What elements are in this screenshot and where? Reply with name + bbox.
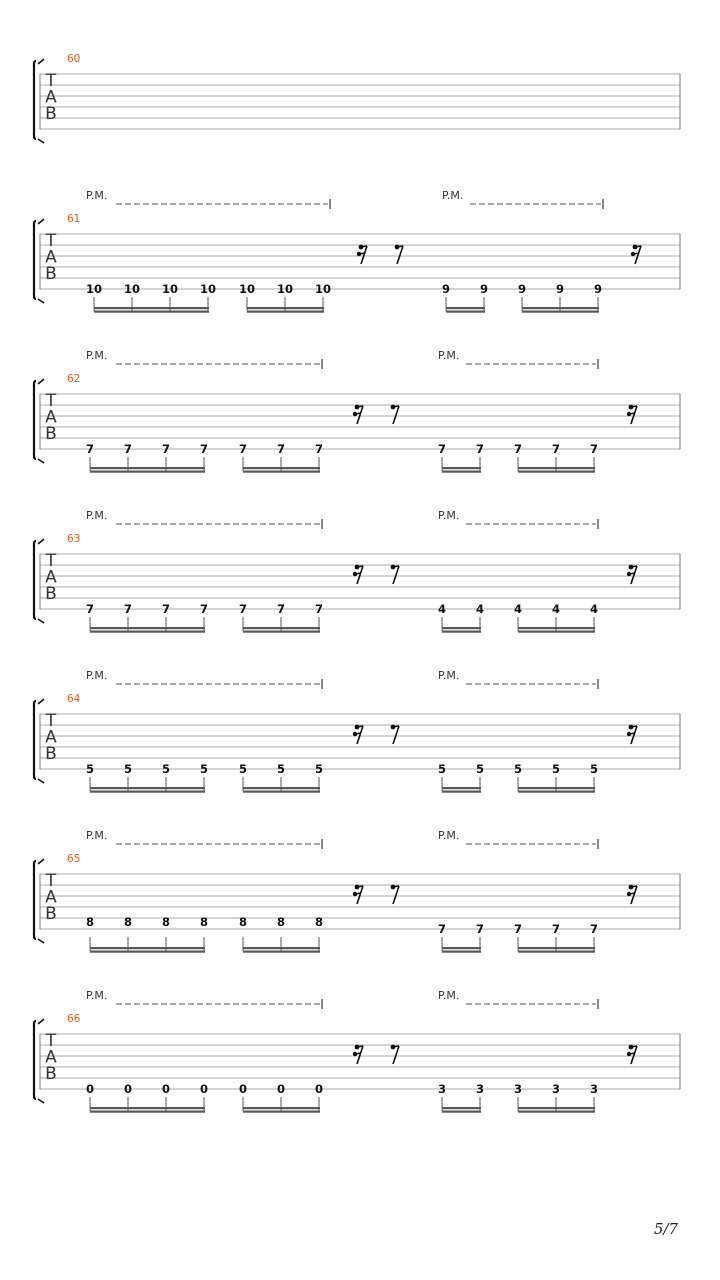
- beam-primary: [94, 307, 209, 309]
- fret-number: 7: [85, 602, 95, 616]
- system-bracket: [34, 1021, 36, 1099]
- fret-number: 4: [513, 602, 523, 616]
- beam-primary: [518, 1107, 595, 1109]
- palm-mute-label: P.M.: [442, 189, 464, 202]
- beam-secondary: [518, 631, 595, 633]
- beam-secondary: [243, 791, 320, 793]
- rest-flag: [631, 886, 637, 887]
- bracket-tip-bottom: [38, 1099, 44, 1103]
- fret-number: 7: [123, 602, 133, 616]
- tab-clef-letter: A: [45, 407, 57, 428]
- beam-secondary: [522, 311, 599, 313]
- beam-secondary: [442, 1111, 481, 1113]
- fret-number: 10: [238, 282, 256, 296]
- beam-primary: [247, 307, 324, 309]
- beam-primary: [90, 1107, 205, 1109]
- beam-secondary: [94, 311, 209, 313]
- measure-number: 63: [67, 533, 81, 545]
- tab-clef-letter: A: [45, 247, 57, 268]
- system-bracket: [34, 61, 36, 139]
- rest-flag: [355, 573, 361, 574]
- fret-number: 7: [123, 442, 133, 456]
- tab-clef-letter: A: [45, 727, 57, 748]
- fret-number: 7: [314, 442, 324, 456]
- rest-flag: [357, 886, 363, 887]
- palm-mute-label: P.M.: [438, 669, 460, 682]
- fret-number: 4: [437, 602, 447, 616]
- measure-number: 66: [67, 1013, 81, 1025]
- fret-number: 4: [551, 602, 561, 616]
- fret-number: 7: [551, 442, 561, 456]
- fret-number: 5: [161, 762, 171, 776]
- rest-flag: [631, 406, 637, 407]
- tab-system-64: [34, 669, 680, 793]
- fret-number: 7: [85, 442, 95, 456]
- rest-flag: [629, 413, 635, 414]
- rest-flag: [393, 726, 399, 727]
- fret-number: 10: [199, 282, 217, 296]
- fret-number: 7: [238, 602, 248, 616]
- tab-clef-letter: B: [45, 584, 57, 604]
- rest-flag: [357, 406, 363, 407]
- bracket-tip-top: [38, 859, 44, 864]
- tab-system-60: [34, 53, 680, 143]
- fret-number: 8: [276, 915, 286, 929]
- eighth-rest: [391, 885, 399, 904]
- sixteenth-rest: [357, 245, 367, 264]
- beam-primary: [518, 947, 595, 949]
- bracket-tip-top: [38, 59, 44, 64]
- rest-flag: [631, 566, 637, 567]
- beam-secondary: [90, 951, 205, 953]
- beam-primary: [442, 467, 481, 469]
- bracket-tip-top: [38, 699, 44, 704]
- fret-number: 4: [589, 602, 599, 616]
- bracket-tip-bottom: [38, 939, 44, 943]
- measure-number: 65: [67, 853, 81, 865]
- rest-flag: [393, 886, 399, 887]
- fret-number: 7: [199, 442, 209, 456]
- fret-number: 9: [555, 282, 565, 296]
- beam-secondary: [243, 471, 320, 473]
- sixteenth-rest: [353, 885, 363, 904]
- fret-number: 9: [593, 282, 603, 296]
- rest-flag: [397, 246, 403, 247]
- fret-number: 7: [161, 602, 171, 616]
- system-bracket: [34, 861, 36, 939]
- fret-number: 9: [517, 282, 527, 296]
- fret-number: 7: [437, 442, 447, 456]
- fret-number: 3: [551, 1082, 561, 1096]
- tab-clef-letter: T: [45, 711, 57, 731]
- fret-number: 5: [314, 762, 324, 776]
- fret-number: 7: [589, 922, 599, 936]
- fret-number: 8: [238, 915, 248, 929]
- rest-flag: [357, 566, 363, 567]
- fret-number: 0: [161, 1082, 171, 1096]
- palm-mute-label: P.M.: [86, 989, 108, 1002]
- beam-secondary: [518, 951, 595, 953]
- rest-flag: [355, 413, 361, 414]
- fret-number: 7: [276, 442, 286, 456]
- fret-number: 8: [123, 915, 133, 929]
- fret-number: 10: [123, 282, 141, 296]
- fret-number: 3: [513, 1082, 523, 1096]
- palm-mute-label: P.M.: [438, 829, 460, 842]
- tab-clef-letter: T: [45, 1031, 57, 1051]
- beam-secondary: [90, 631, 205, 633]
- beam-primary: [518, 467, 595, 469]
- fret-number: 7: [475, 922, 485, 936]
- fret-number: 5: [238, 762, 248, 776]
- tab-clef-letter: B: [45, 424, 57, 444]
- beam-primary: [442, 787, 481, 789]
- bracket-tip-bottom: [38, 299, 44, 303]
- beam-secondary: [446, 311, 485, 313]
- sixteenth-rest: [627, 725, 637, 744]
- beam-secondary: [90, 791, 205, 793]
- fret-number: 3: [475, 1082, 485, 1096]
- beam-secondary: [243, 631, 320, 633]
- beam-primary: [243, 627, 320, 629]
- system-bracket: [34, 221, 36, 299]
- beam-primary: [442, 1107, 481, 1109]
- bracket-tip-bottom: [38, 139, 44, 143]
- fret-number: 9: [479, 282, 489, 296]
- measure-number: 64: [67, 693, 81, 705]
- bracket-tip-top: [38, 219, 44, 224]
- beam-primary: [518, 627, 595, 629]
- fret-number: 7: [475, 442, 485, 456]
- sixteenth-rest: [627, 405, 637, 424]
- tab-clef-letter: A: [45, 1047, 57, 1068]
- fret-number: 0: [199, 1082, 209, 1096]
- sixteenth-rest: [353, 1045, 363, 1064]
- fret-number: 0: [276, 1082, 286, 1096]
- bracket-tip-top: [38, 379, 44, 384]
- measure-number: 60: [67, 53, 81, 65]
- fret-number: 10: [276, 282, 294, 296]
- beam-primary: [442, 947, 481, 949]
- beam-primary: [442, 627, 481, 629]
- tab-clef-letter: T: [45, 871, 57, 891]
- bracket-tip-bottom: [38, 459, 44, 463]
- fret-number: 0: [85, 1082, 95, 1096]
- fret-number: 9: [441, 282, 451, 296]
- tab-clef-letter: B: [45, 264, 57, 284]
- beam-secondary: [518, 791, 595, 793]
- fret-number: 7: [276, 602, 286, 616]
- sixteenth-rest: [353, 405, 363, 424]
- beam-primary: [243, 1107, 320, 1109]
- fret-number: 5: [123, 762, 133, 776]
- rest-flag: [629, 1053, 635, 1054]
- fret-number: 0: [238, 1082, 248, 1096]
- tab-clef-letter: B: [45, 904, 57, 924]
- page-number: 5/7: [653, 1220, 678, 1238]
- fret-number: 5: [199, 762, 209, 776]
- fret-number: 5: [589, 762, 599, 776]
- beam-primary: [518, 787, 595, 789]
- system-bracket: [34, 541, 36, 619]
- fret-number: 5: [437, 762, 447, 776]
- beam-primary: [243, 787, 320, 789]
- tab-clef-letter: A: [45, 567, 57, 588]
- rest-flag: [631, 726, 637, 727]
- tab-clef-letter: B: [45, 104, 57, 124]
- eighth-rest: [391, 565, 399, 584]
- system-bracket: [34, 701, 36, 779]
- sixteenth-rest: [353, 565, 363, 584]
- beam-secondary: [442, 791, 481, 793]
- beam-primary: [243, 467, 320, 469]
- beam-primary: [90, 947, 205, 949]
- fret-number: 5: [513, 762, 523, 776]
- fret-number: 10: [161, 282, 179, 296]
- fret-number: 0: [314, 1082, 324, 1096]
- rest-flag: [357, 726, 363, 727]
- rest-flag: [633, 253, 639, 254]
- palm-mute-label: P.M.: [86, 829, 108, 842]
- fret-number: 3: [437, 1082, 447, 1096]
- eighth-rest: [391, 1045, 399, 1064]
- tab-clef-letter: T: [45, 391, 57, 411]
- beam-secondary: [518, 471, 595, 473]
- tab-clef-letter: A: [45, 887, 57, 908]
- rest-flag: [355, 893, 361, 894]
- rest-flag: [629, 573, 635, 574]
- rest-flag: [361, 246, 367, 247]
- rest-flag: [359, 253, 365, 254]
- fret-number: 7: [513, 922, 523, 936]
- fret-number: 5: [551, 762, 561, 776]
- beam-primary: [90, 627, 205, 629]
- beam-primary: [90, 787, 205, 789]
- eighth-rest: [391, 405, 399, 424]
- fret-number: 10: [314, 282, 332, 296]
- rest-flag: [355, 1053, 361, 1054]
- sixteenth-rest: [631, 245, 641, 264]
- fret-number: 4: [475, 602, 485, 616]
- tab-clef-letter: T: [45, 551, 57, 571]
- palm-mute-label: P.M.: [438, 509, 460, 522]
- fret-number: 7: [199, 602, 209, 616]
- palm-mute-label: P.M.: [86, 349, 108, 362]
- fret-number: 5: [276, 762, 286, 776]
- beam-secondary: [90, 471, 205, 473]
- sixteenth-rest: [627, 885, 637, 904]
- beam-primary: [90, 467, 205, 469]
- fret-number: 8: [161, 915, 171, 929]
- rest-flag: [393, 406, 399, 407]
- rest-flag: [631, 1046, 637, 1047]
- bracket-tip-bottom: [38, 619, 44, 623]
- rest-flag: [357, 1046, 363, 1047]
- tab-system-65: [34, 829, 680, 953]
- fret-number: 0: [123, 1082, 133, 1096]
- beam-secondary: [518, 1111, 595, 1113]
- eighth-rest: [391, 725, 399, 744]
- tab-clef-letter: A: [45, 87, 57, 108]
- bracket-tip-bottom: [38, 779, 44, 783]
- beam-primary: [522, 307, 599, 309]
- beam-primary: [243, 947, 320, 949]
- palm-mute-label: P.M.: [86, 669, 108, 682]
- beam-secondary: [442, 951, 481, 953]
- palm-mute-label: P.M.: [438, 989, 460, 1002]
- tab-clef-letter: B: [45, 1064, 57, 1084]
- sixteenth-rest: [353, 725, 363, 744]
- tab-system-61: [34, 189, 680, 313]
- rest-flag: [629, 893, 635, 894]
- fret-number: 8: [314, 915, 324, 929]
- eighth-rest: [395, 245, 403, 264]
- tab-system-62: [34, 349, 680, 473]
- sixteenth-rest: [627, 1045, 637, 1064]
- beam-secondary: [90, 1111, 205, 1113]
- measure-number: 61: [67, 213, 81, 225]
- rest-flag: [629, 733, 635, 734]
- fret-number: 7: [551, 922, 561, 936]
- measure-number: 62: [67, 373, 81, 385]
- beam-secondary: [247, 311, 324, 313]
- palm-mute-label: P.M.: [438, 349, 460, 362]
- beam-secondary: [243, 1111, 320, 1113]
- fret-number: 5: [85, 762, 95, 776]
- fret-number: 7: [314, 602, 324, 616]
- beam-primary: [446, 307, 485, 309]
- tab-clef-letter: T: [45, 71, 57, 91]
- rest-flag: [635, 246, 641, 247]
- rest-flag: [355, 733, 361, 734]
- fret-number: 7: [437, 922, 447, 936]
- fret-number: 7: [589, 442, 599, 456]
- bracket-tip-top: [38, 1019, 44, 1024]
- tab-system-66: [34, 989, 680, 1113]
- tab-clef-letter: T: [45, 231, 57, 251]
- beam-secondary: [442, 471, 481, 473]
- beam-secondary: [442, 631, 481, 633]
- fret-number: 10: [85, 282, 103, 296]
- palm-mute-label: P.M.: [86, 509, 108, 522]
- palm-mute-label: P.M.: [86, 189, 108, 202]
- tab-system-63: [34, 509, 680, 633]
- fret-number: 3: [589, 1082, 599, 1096]
- beam-secondary: [243, 951, 320, 953]
- rest-flag: [393, 566, 399, 567]
- sixteenth-rest: [627, 565, 637, 584]
- fret-number: 7: [161, 442, 171, 456]
- fret-number: 8: [199, 915, 209, 929]
- bracket-tip-top: [38, 539, 44, 544]
- fret-number: 7: [513, 442, 523, 456]
- fret-number: 8: [85, 915, 95, 929]
- fret-number: 7: [238, 442, 248, 456]
- system-bracket: [34, 381, 36, 459]
- rest-flag: [393, 1046, 399, 1047]
- tab-clef-letter: B: [45, 744, 57, 764]
- fret-number: 5: [475, 762, 485, 776]
